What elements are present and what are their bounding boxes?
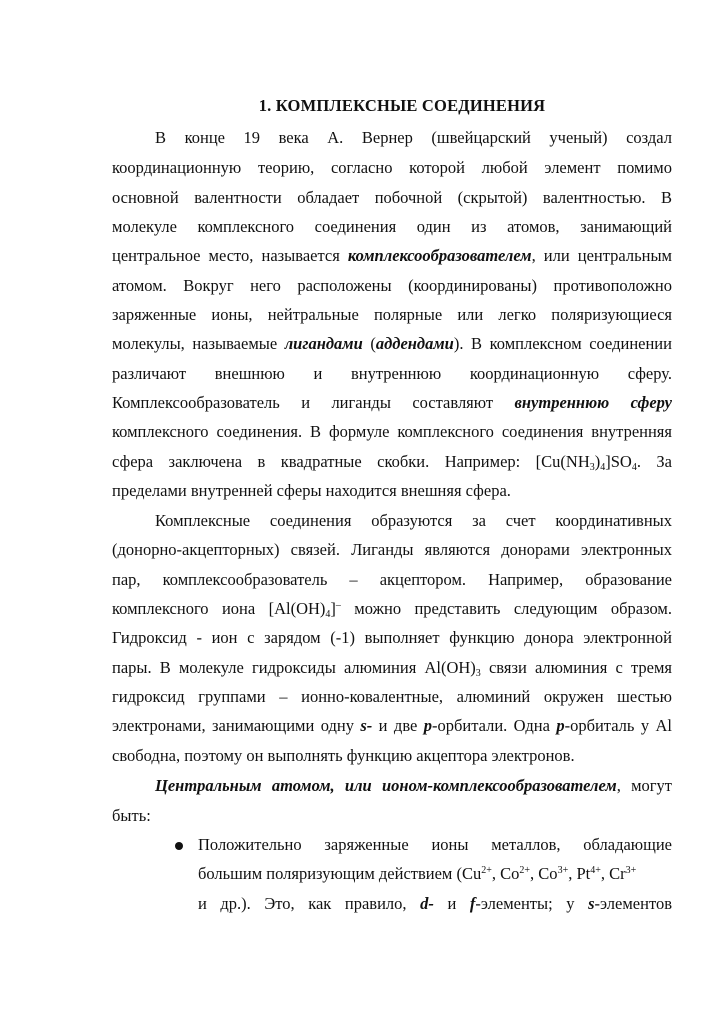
text-line: основной валентности обладает побочной (скрытой) валентностью. В [112, 188, 672, 207]
section-title: 1. КОМПЛЕКСНЫЕ СОЕДИНЕНИЯ [258, 96, 546, 115]
text-line: Комплексные соединения образуются за счет координативных [155, 511, 672, 530]
text-line: Комплексообразователь и лиганды составляют внутреннюю сферу [112, 393, 672, 412]
text-line: молекуле комплексного соединения один из атомов, занимающий [112, 217, 672, 236]
text-line: гидроксид группами – ионно-ковалентные, алюминий окружен шестью [112, 687, 672, 706]
list-item-line: и др.). Это, как правило, d- и f-элементы; у s-элементов [198, 894, 672, 913]
text-line: пары. В молекуле гидроксиды алюминия $Al(OH)_3$ связи алюминия с тремя [112, 658, 672, 679]
term-addends: аддендами [375, 334, 454, 353]
text-line: центральное место, называется комплексообразователем, или центральным [112, 246, 672, 265]
term-complexing-agent: комплексообразователем [347, 246, 532, 265]
list-item-line: Положительно заряженные ионы металлов, обладающие [198, 835, 672, 854]
term-ligands: лигандами [284, 334, 363, 353]
text-line: В конце 19 века А. Вернер (швейцарский ученый) создал [155, 128, 672, 147]
text-line: пределами внутренней сферы находится внешняя сфера. [112, 481, 511, 500]
text-line: сфера заключена в квадратные скобки. Например: $[Cu(NH_3)_4]SO_4$. За [112, 452, 672, 473]
text-line: (донорно-акцепторных) связей. Лиганды являются донорами электронных [112, 540, 672, 559]
text-line: комплексного иона $[Al(OH)_4]^-$ можно представить следующим образом. [112, 599, 673, 620]
text-line: пар, комплексообразователь – акцептором. Например, образование [112, 570, 672, 589]
text-line: различают внешнюю и внутреннюю координационную сферу. [112, 364, 672, 383]
bullet-icon [175, 842, 183, 850]
text-line: координационную теорию, согласно которой любой элемент помимо [112, 158, 672, 177]
text-line: атомом. Вокруг него расположены (координированы) противоположно [112, 276, 672, 295]
text-line: заряженные ионы, нейтральные полярные или легко поляризующиеся [112, 305, 672, 324]
term-central-atom: Центральным атомом, или ионом-комплексообразователем [155, 776, 617, 795]
list-item-line: большим поляризующим действием ($Cu^{2+}$, $Co^{2+}$, $Co^{3+}$, $Pt^{4+}$, $Cr^{3+}$ [198, 864, 637, 883]
text-line: быть: [112, 806, 151, 825]
text-line: свободна, поэтому он выполнять функцию акцептора электронов. [112, 746, 575, 765]
text-line: Гидроксид - ион с зарядом (-1) выполняет функцию донора электронной [112, 628, 672, 647]
text-line: комплексного соединения. В формуле комплексного соединения внутренняя [112, 422, 672, 441]
text-line: Центральным атомом, или ионом-комплексообразователем, могут [155, 776, 672, 795]
text-line: молекулы, называемые лигандами (аддендами). В комплексном соединении [112, 334, 672, 353]
text-line: электронами, занимающими одну s- и две p-орбитали. Одна p-орбиталь у Al [112, 716, 672, 735]
term-inner-sphere: внутреннюю сферу [514, 393, 672, 412]
